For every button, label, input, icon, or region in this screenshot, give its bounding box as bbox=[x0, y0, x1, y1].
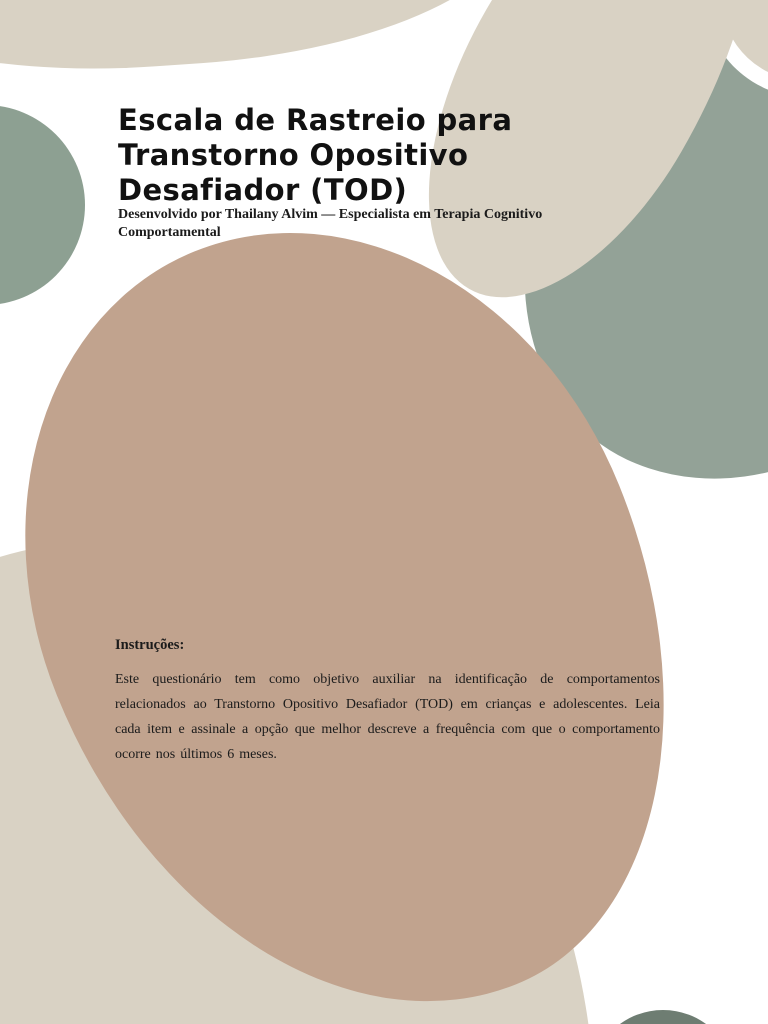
beige-blob-top-left bbox=[0, 0, 528, 89]
instructions-body: Este questionário tem como objetivo auxiliar na identificação de comportamentos relacionados ao Transtorno Opositivo Desafiador (TOD) em crianças e adolescentes. Leia cada item e assinale a opção que melhor descreve a frequência com que o comportamento ocorre nos últimos 6 meses. bbox=[115, 672, 660, 762]
author-byline: Desenvolvido por Thailany Alvim — Especialista em Terapia Cognitivo Comportamental bbox=[118, 207, 543, 240]
instructions-section bbox=[115, 636, 660, 767]
dark-sage-circle-bottom bbox=[595, 1010, 731, 1024]
page-title: Escala de Rastreio para Transtorno Opositivo Desafiador (TOD) bbox=[118, 103, 513, 208]
sage-circle-left bbox=[0, 105, 85, 305]
instructions-heading: Instruções: bbox=[115, 637, 185, 653]
